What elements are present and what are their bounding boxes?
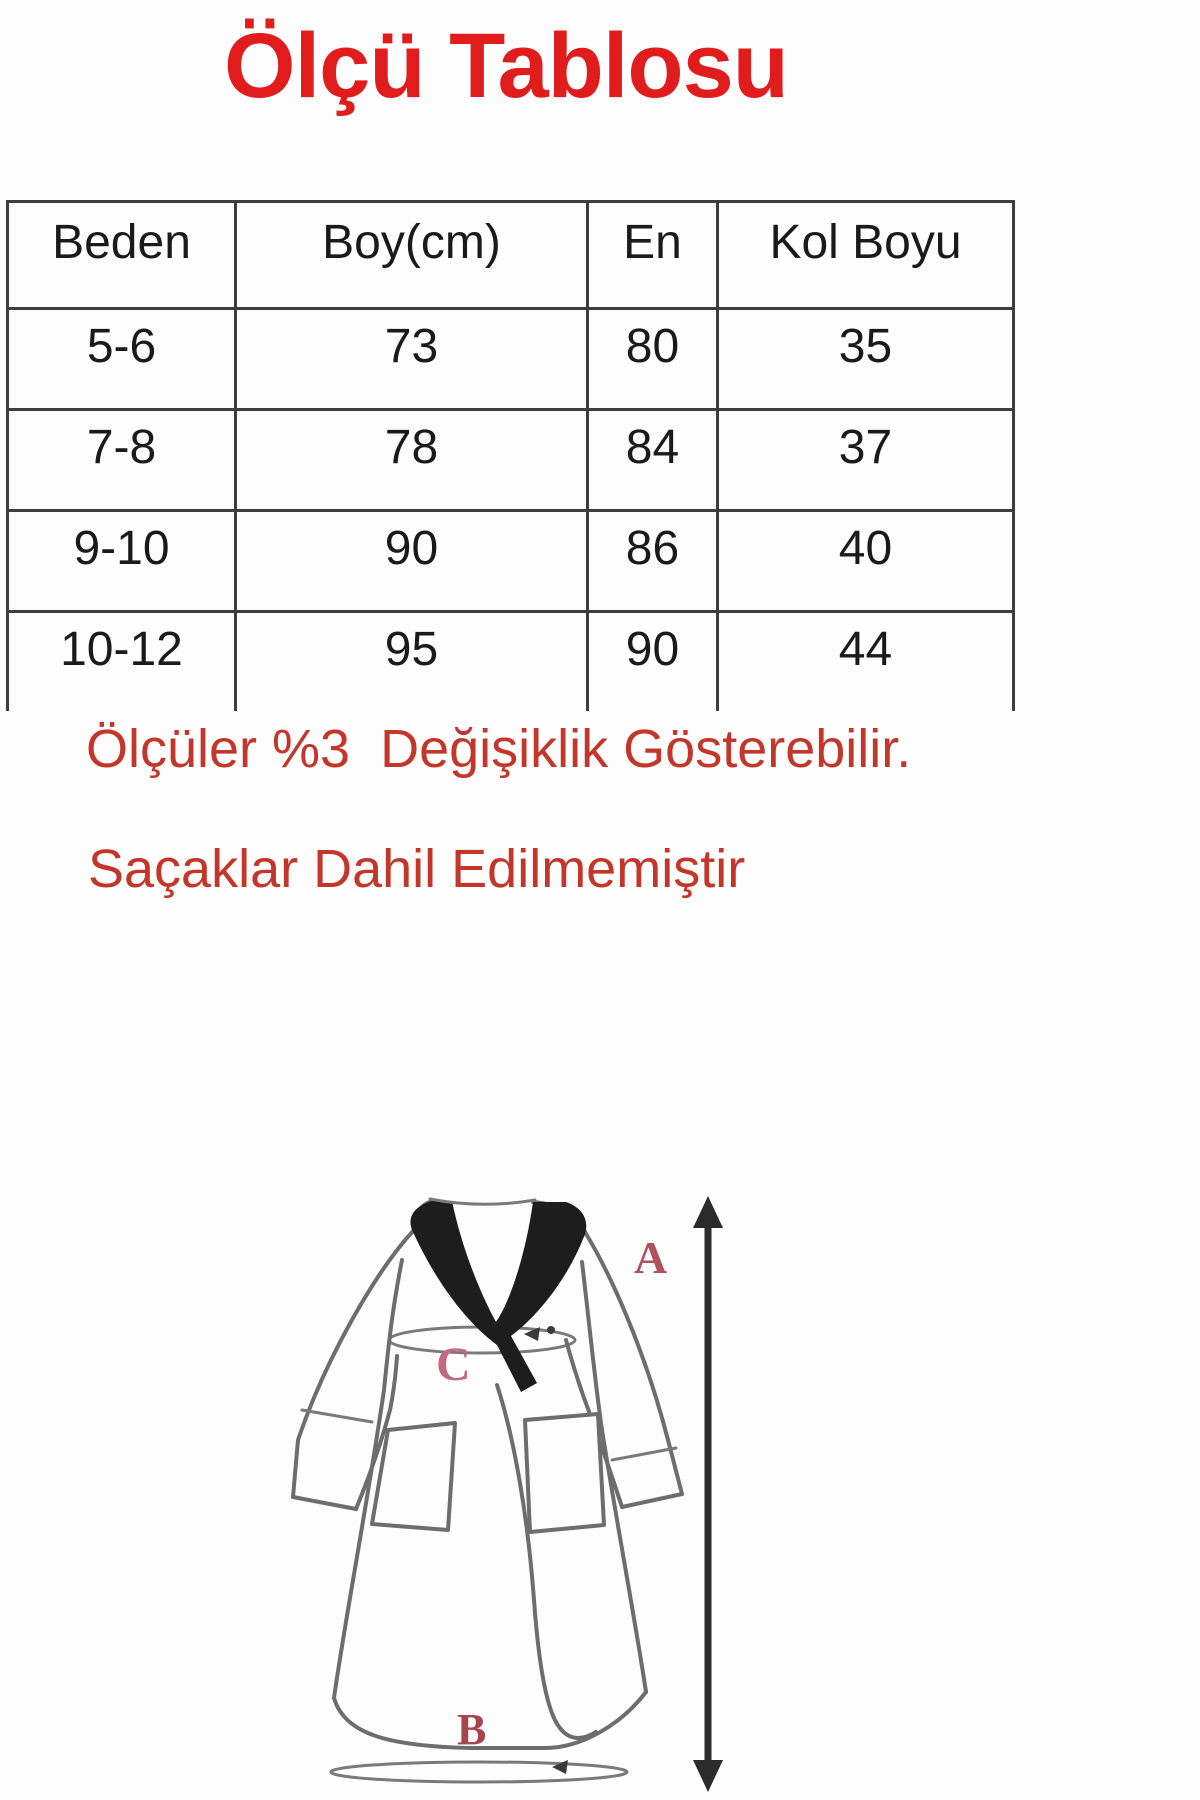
table-cell: 44 bbox=[718, 612, 1014, 712]
table-cell: 90 bbox=[236, 511, 588, 612]
table-cell: 37 bbox=[718, 410, 1014, 511]
table-row bbox=[8, 410, 1014, 511]
table-row bbox=[8, 309, 1014, 410]
table-cell: 86 bbox=[588, 511, 718, 612]
table-cell: 7-8 bbox=[8, 410, 236, 511]
table-cell: 80 bbox=[588, 309, 718, 410]
note-tolerance: Ölçüler %3 Değişiklik Gösterebilir. bbox=[86, 719, 912, 779]
label-hem-b: B bbox=[457, 1705, 487, 1754]
table-cell: 35 bbox=[718, 309, 1014, 410]
column-header-beden: Beden bbox=[8, 202, 236, 309]
table-row bbox=[8, 612, 1014, 712]
column-header-en: En bbox=[588, 202, 718, 309]
table-cell: 78 bbox=[236, 410, 588, 511]
label-height-a: A bbox=[634, 1232, 668, 1283]
table-cell: 73 bbox=[236, 309, 588, 410]
table-cell: 9-10 bbox=[8, 511, 236, 612]
table-cell: 5-6 bbox=[8, 309, 236, 410]
right-pocket bbox=[525, 1414, 604, 1532]
label-chest-c: C bbox=[436, 1338, 471, 1391]
table-header-row bbox=[8, 202, 1014, 309]
table-cell: 10-12 bbox=[8, 612, 236, 712]
column-header-kol-boyu: Kol Boyu bbox=[718, 202, 1014, 309]
hem-measure-line bbox=[331, 1762, 627, 1782]
robe-measurement-diagram bbox=[200, 1160, 760, 1800]
size-table bbox=[6, 200, 1015, 711]
column-header-boy: Boy(cm) bbox=[236, 202, 588, 309]
height-arrow bbox=[693, 1196, 723, 1792]
chest-dot bbox=[547, 1326, 555, 1334]
table-cell: 90 bbox=[588, 612, 718, 712]
page-title: Ölçü Tablosu bbox=[224, 15, 788, 117]
table-cell: 95 bbox=[236, 612, 588, 712]
robe-outline bbox=[293, 1201, 682, 1748]
table-cell: 40 bbox=[718, 511, 1014, 612]
left-pocket bbox=[372, 1423, 455, 1530]
table-cell: 84 bbox=[588, 410, 718, 511]
note-fringe: Saçaklar Dahil Edilmemiştir bbox=[88, 839, 746, 899]
table-row bbox=[8, 511, 1014, 612]
